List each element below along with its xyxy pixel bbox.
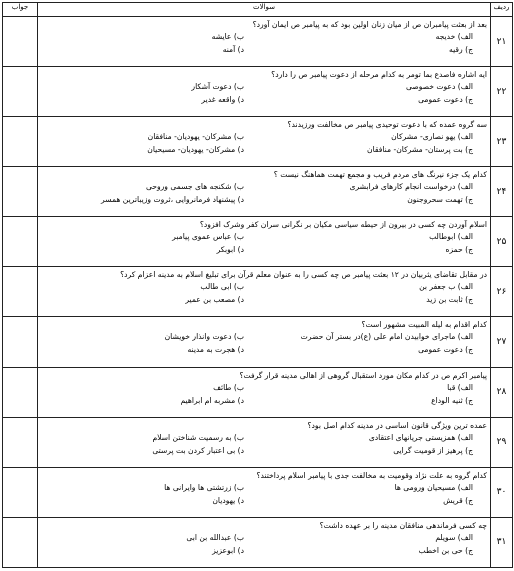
question-number: ۲۵: [491, 217, 513, 267]
question-text: اسلام آوردن چه کسی در بیرون از حیطه سیاسی مکیان بر نگرانی سران کفر وشرک افزود؟: [199, 220, 487, 230]
answer-cell[interactable]: [3, 167, 38, 217]
question-number: ۲۲: [491, 67, 513, 117]
options-row-2: [41, 94, 487, 106]
question-number: ۲۳: [491, 117, 513, 167]
options-row-2: [41, 294, 487, 306]
option-jim[interactable]: ج) دعوت عمومی: [418, 345, 473, 355]
question-number: ۲۴: [491, 167, 513, 217]
answer-cell[interactable]: [3, 317, 38, 367]
option-dal[interactable]: د) واقعه غدیر: [201, 95, 244, 105]
question-row: [3, 517, 513, 567]
question-text: بعد از بعثت پیامبران ص از میان زنان اولین بود که به پیامبر ص ایمان آورد؟: [252, 20, 487, 29]
question-row: [3, 467, 513, 517]
table-header-row: [3, 3, 513, 17]
option-be[interactable]: ب) به رسمیت شناختن اسلام: [152, 432, 244, 442]
question-number: ۲۶: [491, 267, 513, 317]
answer-cell[interactable]: [3, 367, 38, 417]
option-dal[interactable]: د) پیشنهاد فرمانروایی ،ثروت وزیباترین همسر: [101, 195, 244, 205]
answer-cell[interactable]: [3, 467, 38, 517]
answer-cell[interactable]: [3, 217, 38, 267]
option-jim[interactable]: ج) ثابت بن زید: [426, 295, 473, 305]
question-cell: [38, 67, 491, 117]
header-number: ردیف: [491, 3, 513, 17]
option-alef[interactable]: الف) مسیحیان ورومی ها: [394, 482, 473, 492]
exam-sheet: [2, 2, 512, 568]
option-be[interactable]: ب) زرتشتی ها وایرانی ها: [164, 482, 244, 492]
option-be[interactable]: ب) شکنجه های جسمی وروحی: [145, 182, 244, 192]
option-alef[interactable]: الف) همزیستی جریانهای اعتقادی: [368, 432, 473, 442]
question-text: در مقابل تقاضای یثربیان در ۱۲ بعثت پیامبر ص چه کسی را به عنوان معلم قرآن برای تبلیغ اسلام به مدینه اعزام کرد؟: [120, 270, 487, 280]
options-row-1: [41, 432, 487, 444]
question-number: ۲۷: [491, 317, 513, 367]
question-cell: [38, 517, 491, 567]
questions-table: [2, 2, 513, 568]
options-row-1: [41, 231, 487, 243]
question-row: [3, 417, 513, 467]
question-cell: [38, 17, 491, 67]
option-jim[interactable]: ج) تهمت سحروجنون: [407, 195, 473, 205]
question-number: ۳۱: [491, 517, 513, 567]
options-row-2: [41, 545, 487, 557]
option-alef[interactable]: الف) ابوطالب: [429, 232, 473, 242]
option-be[interactable]: ب) دعوت وانذار خویشان: [164, 332, 244, 342]
option-be[interactable]: ب) مشرکان- یهودیان- منافقان: [147, 132, 244, 142]
option-jim[interactable]: ج) رقیه: [449, 45, 473, 54]
question-number: ۲۱: [491, 17, 513, 67]
answer-cell[interactable]: [3, 117, 38, 167]
header-answer: جواب: [3, 3, 38, 17]
question-text: سه گروه عمده که با دعوت توحیدی پیامبر ص مخالفت ورزیدند؟: [287, 120, 487, 130]
options-row-1: [41, 31, 487, 43]
options-row-1: [41, 281, 487, 293]
question-text: عمده ترین ویژگی قانون اساسی در مدینه کدام اصل بود؟: [307, 420, 487, 430]
option-be[interactable]: ب) عباس عموی پیامبر: [172, 232, 244, 242]
option-jim[interactable]: ج) قریش: [443, 495, 473, 505]
option-jim[interactable]: ج) حمزه: [445, 245, 473, 255]
question-cell: [38, 267, 491, 317]
question-row: [3, 217, 513, 267]
question-number: ۳۰: [491, 467, 513, 517]
options-row-1: [41, 532, 487, 544]
question-cell: [38, 417, 491, 467]
option-jim[interactable]: ج) بت پرستان- مشرکان- منافقان: [367, 145, 473, 155]
option-dal[interactable]: د) هجرت به مدینه: [187, 345, 244, 355]
option-jim[interactable]: ج) ثنیه الوداع: [431, 395, 473, 405]
question-cell: [38, 167, 491, 217]
question-cell: [38, 217, 491, 267]
answer-cell[interactable]: [3, 17, 38, 67]
question-text: کدام اقدام به لیله المبیت مشهور است؟: [361, 320, 487, 330]
option-dal[interactable]: د) ابوبکر: [216, 245, 244, 255]
option-be[interactable]: ب) طائف: [213, 382, 244, 392]
option-alef[interactable]: الف) ب جعفر بن: [419, 282, 473, 292]
answer-cell[interactable]: [3, 267, 38, 317]
question-row: [3, 317, 513, 367]
options-row-1: [41, 331, 487, 343]
option-alef[interactable]: الف) یهو نصاری- مشرکان: [391, 132, 473, 142]
answer-cell[interactable]: [3, 67, 38, 117]
question-number: ۲۹: [491, 417, 513, 467]
option-dal[interactable]: د) ابوعزیز: [212, 545, 244, 555]
question-cell: [38, 317, 491, 367]
header-questions: سوالات: [38, 3, 491, 17]
option-dal[interactable]: د) مشربه ام ابراهیم: [180, 395, 244, 405]
option-dal[interactable]: د) مصعب بن عمیر: [185, 295, 244, 305]
options-row-2: [41, 344, 487, 356]
question-text: ایه اشاره فاصدع بما تومر به کدام مرحله از دعوت پیامبر ص را دارد؟: [271, 70, 487, 80]
option-dal[interactable]: د) آمنه: [222, 45, 244, 54]
option-alef[interactable]: الف) درخواست انجام کارهای فرابشری: [349, 182, 473, 192]
option-jim[interactable]: ج) دعوت عمومی: [418, 95, 473, 105]
question-text: کدام یک جزء نیرنگ های مردم فریب و مجمع تهمت هماهنگ نیست ؟: [273, 170, 487, 180]
options-row-1: [41, 482, 487, 494]
question-text: چه کسی فرماندهی منافقان مدینه را بر عهده داشت؟: [319, 520, 487, 530]
options-row-2: [41, 395, 487, 407]
options-row-1: [41, 181, 487, 193]
question-text: پیامبر اکرم ص در کدام مکان مورد استقبال گروهی از اهالی مدینه قرار گرفت؟: [239, 370, 487, 380]
question-row: [3, 117, 513, 167]
question-cell: [38, 467, 491, 517]
question-row: [3, 367, 513, 417]
option-be[interactable]: ب) دعوت آشکار: [191, 82, 244, 92]
options-row-1: [41, 131, 487, 143]
options-row-2: [41, 445, 487, 457]
option-dal[interactable]: د) بی اعتبار کردن بت پرستی: [152, 445, 244, 455]
question-row: [3, 67, 513, 117]
option-be[interactable]: ب) عایشه: [211, 32, 244, 41]
question-number: ۲۸: [491, 367, 513, 417]
question-row: [3, 17, 513, 67]
options-row-2: [41, 244, 487, 256]
options-row-1: [41, 382, 487, 394]
questions-body: [3, 17, 513, 568]
question-text: کدام گروه به علت نژاد وقومیت به مخالفت جدی با پیامبر اسلام پرداختند؟: [256, 470, 487, 480]
option-alef[interactable]: الف) خدیجه: [435, 32, 473, 41]
options-row-2: [41, 194, 487, 206]
options-row-1: [41, 81, 487, 93]
options-row-2: [41, 144, 487, 156]
question-cell: [38, 367, 491, 417]
option-dal[interactable]: د) یهودیان: [212, 495, 244, 505]
option-dal[interactable]: د) مشرکان- یهودیان- مسیحیان: [147, 145, 244, 155]
option-alef[interactable]: الف) دعوت خصوصی: [405, 82, 473, 92]
option-jim[interactable]: ج) حی بن اخطب: [418, 545, 473, 555]
option-jim[interactable]: ج) پرهیز از قومیت گرایی: [393, 445, 473, 455]
question-row: [3, 267, 513, 317]
option-alef[interactable]: الف) ماجرای خوابیدن امام علی (ع)در بستر آن حضرت: [300, 332, 473, 342]
option-alef[interactable]: الف) سویلم: [435, 532, 473, 542]
question-cell: [38, 117, 491, 167]
question-row: [3, 167, 513, 217]
answer-cell[interactable]: [3, 417, 38, 467]
answer-cell[interactable]: [3, 517, 38, 567]
option-be[interactable]: ب) عبدالله بن ابی: [186, 532, 244, 542]
option-alef[interactable]: الف) قبا: [447, 382, 473, 392]
options-row-2: [41, 495, 487, 507]
option-be[interactable]: ب) ابی طالب: [200, 282, 244, 292]
options-row-2: [41, 44, 487, 56]
